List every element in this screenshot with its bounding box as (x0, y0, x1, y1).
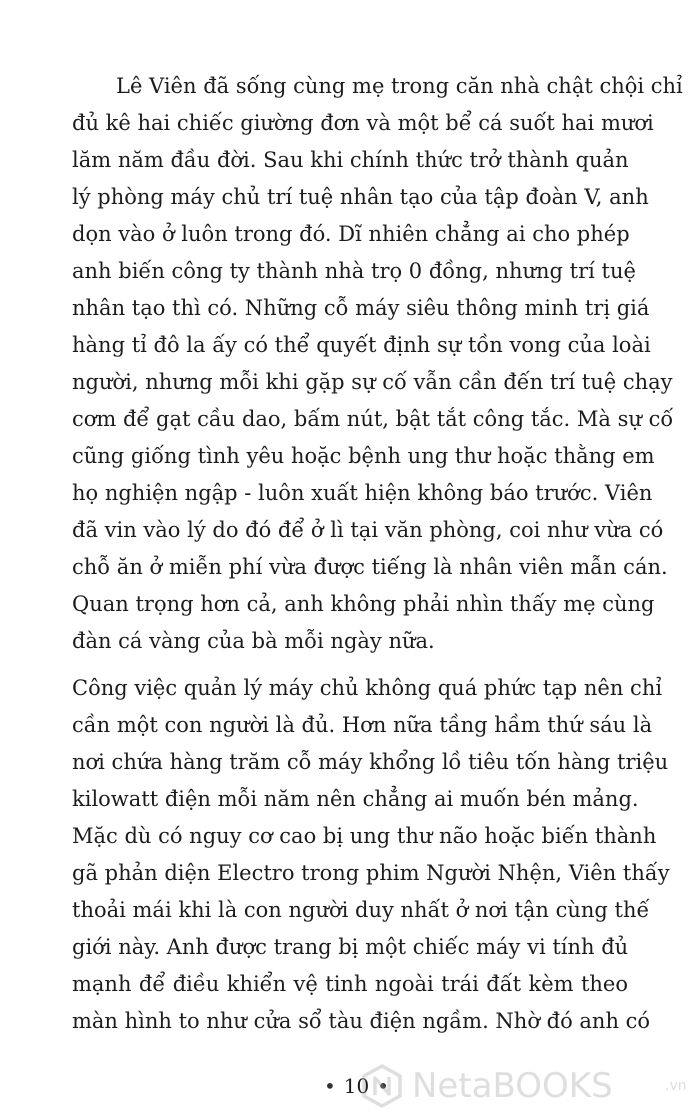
text-line: cần một con người là đủ. Hơn nữa tầng hầm thứ sáu là (72, 713, 653, 737)
text-line: dọn vào ở luôn trong đó. Dĩ nhiên chẳng ai cho phép (72, 222, 630, 246)
text-line: chỗ ăn ở miễn phí vừa được tiếng là nhân viên mẫn cán. (72, 555, 668, 579)
text-line: hàng tỉ đô la ấy có thể quyết định sự tồn vong của loài (72, 333, 651, 357)
text-line: kilowatt điện mỗi năm nên chẳng ai muốn bén mảng. (72, 787, 639, 811)
text-line: cơm để gạt cầu dao, bấm nút, bật tắt công tắc. Mà sự cố (72, 407, 674, 431)
hexagon-n-logo-icon (360, 1064, 404, 1108)
text-line: anh biến công ty thành nhà trọ 0 đồng, nhưng trí tuệ (72, 259, 636, 283)
text-line: lăm năm đầu đời. Sau khi chính thức trở thành quản (72, 148, 629, 172)
text-line: giới này. Anh được trang bị một chiếc máy vi tính đủ (72, 935, 629, 959)
text-line: đàn cá vàng của bà mỗi ngày nữa. (72, 629, 435, 653)
text-line: màn hình to như cửa sổ tàu điện ngầm. Nhờ đó anh có (72, 1009, 651, 1033)
watermark-suffix: .vn (665, 1078, 687, 1094)
text-line: họ nghiện ngập - luôn xuất hiện không báo trước. Viên (72, 481, 653, 505)
watermark-brand: NetaBOOKS (412, 1066, 613, 1106)
text-line: cũng giống tình yêu hoặc bệnh ung thư hoặc thằng em (72, 444, 655, 468)
text-line: lý phòng máy chủ trí tuệ nhân tạo của tập đoàn V, anh (72, 185, 649, 209)
text-line: Công việc quản lý máy chủ không quá phức tạp nên chỉ (72, 676, 663, 700)
text-line: gã phản diện Electro trong phim Người Nhện, Viên thấy (72, 861, 670, 885)
text-line: đủ kê hai chiếc giường đơn và một bể cá suốt hai mươi (72, 111, 654, 135)
text-line: Quan trọng hơn cả, anh không phải nhìn thấy mẹ cùng (72, 592, 655, 616)
text-line: đã vin vào lý do đó để ở lì tại văn phòng, coi như vừa có (72, 518, 664, 542)
page-number-dot-right: • (377, 1074, 390, 1098)
page-footer (0, 1056, 700, 1116)
page-number-dot-left: • (324, 1074, 336, 1098)
watermark (360, 1064, 690, 1108)
text-line: nơi chứa hàng trăm cỗ máy khổng lồ tiêu tốn hàng triệu (72, 750, 669, 774)
text-line: thoải mái khi là con người duy nhất ở nơi tận cùng thế (72, 898, 650, 922)
text-line: nhân tạo thì có. Những cỗ máy siêu thông minh trị giá (72, 296, 650, 320)
text-line: mạnh để điều khiển vệ tinh ngoài trái đất kèm theo (72, 972, 628, 996)
text-line: người, nhưng mỗi khi gặp sự cố vẫn cần đến trí tuệ chạy (72, 370, 673, 394)
text-line: Mặc dù có nguy cơ cao bị ung thư não hoặc biến thành (72, 824, 657, 848)
text-line: Lê Viên đã sống cùng mẹ trong căn nhà chật chội chỉ (116, 74, 683, 98)
page-number-value: 10 (343, 1074, 370, 1098)
